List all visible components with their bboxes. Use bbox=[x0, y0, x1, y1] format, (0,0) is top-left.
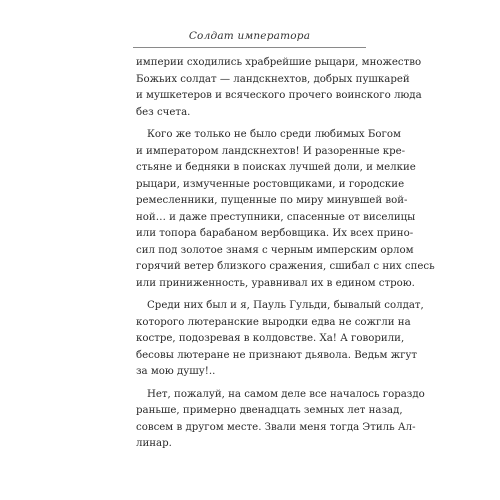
text-line: или приниженность, уравнивал их в едином строю. bbox=[136, 277, 415, 289]
text-line: или топора барабаном вербовщика. Их всех прино- bbox=[136, 228, 414, 239]
text-line: совсем в другом месте. Звали меня тогда Этиль Ал- bbox=[136, 421, 416, 433]
text-line: за мою душу!.. bbox=[136, 366, 216, 377]
text-line: стьяне и бедняки в поисках лучшей доли, и мелкие bbox=[136, 162, 416, 173]
text-line: и императором ландскнехтов! И разоренные кре- bbox=[136, 145, 406, 157]
text-line: и мушкетеров и всяческого прочего воинского люда bbox=[136, 90, 422, 101]
text-line: сил под золотое знамя с черным имперским орлом bbox=[136, 244, 414, 256]
running-header: Солдат императора bbox=[188, 30, 311, 42]
paragraph-4 bbox=[136, 387, 425, 453]
text-line: ной… и даже преступники, спасенные от виселицы bbox=[136, 211, 416, 223]
text-line: Нет, пожалуй, на самом деле все началось гораздо bbox=[147, 388, 425, 400]
header-rule bbox=[133, 47, 366, 48]
text-line: империи сходились храбрейшие рыцари, множество bbox=[136, 57, 422, 68]
text-line: рыцари, измученные ростовщиками, и городские bbox=[136, 178, 405, 190]
text-line: Божьих солдат — ландскнехтов, добрых пушкарей bbox=[136, 73, 410, 85]
text-line: Среди них был и я, Пауль Гульди, бывалый солдат, bbox=[147, 300, 424, 311]
text-line: линар. bbox=[136, 438, 172, 449]
paragraph-1 bbox=[136, 55, 422, 121]
text-line: раньше, примерно двенадцать земных лет назад, bbox=[136, 405, 403, 416]
paragraph-2 bbox=[136, 127, 435, 292]
text-line: Кого же только не было среди любимых Богом bbox=[147, 129, 401, 140]
body-text bbox=[136, 55, 435, 453]
text-line: бесовы лютеране не признают дьявола. Ведьм жгут bbox=[136, 349, 418, 361]
text-line: костре, подозревая в колдовстве. Ха! А говорили, bbox=[136, 333, 405, 344]
text-line: горячий ветер близкого сражения, сшибал с них спесь bbox=[136, 261, 435, 272]
text-line: без счета. bbox=[136, 106, 191, 118]
text-line: ремесленники, пущенные по миру минувшей вой- bbox=[136, 195, 408, 206]
paragraph-3 bbox=[136, 298, 424, 381]
text-line: которого лютеранские выродки едва не сожгли на bbox=[136, 316, 411, 328]
